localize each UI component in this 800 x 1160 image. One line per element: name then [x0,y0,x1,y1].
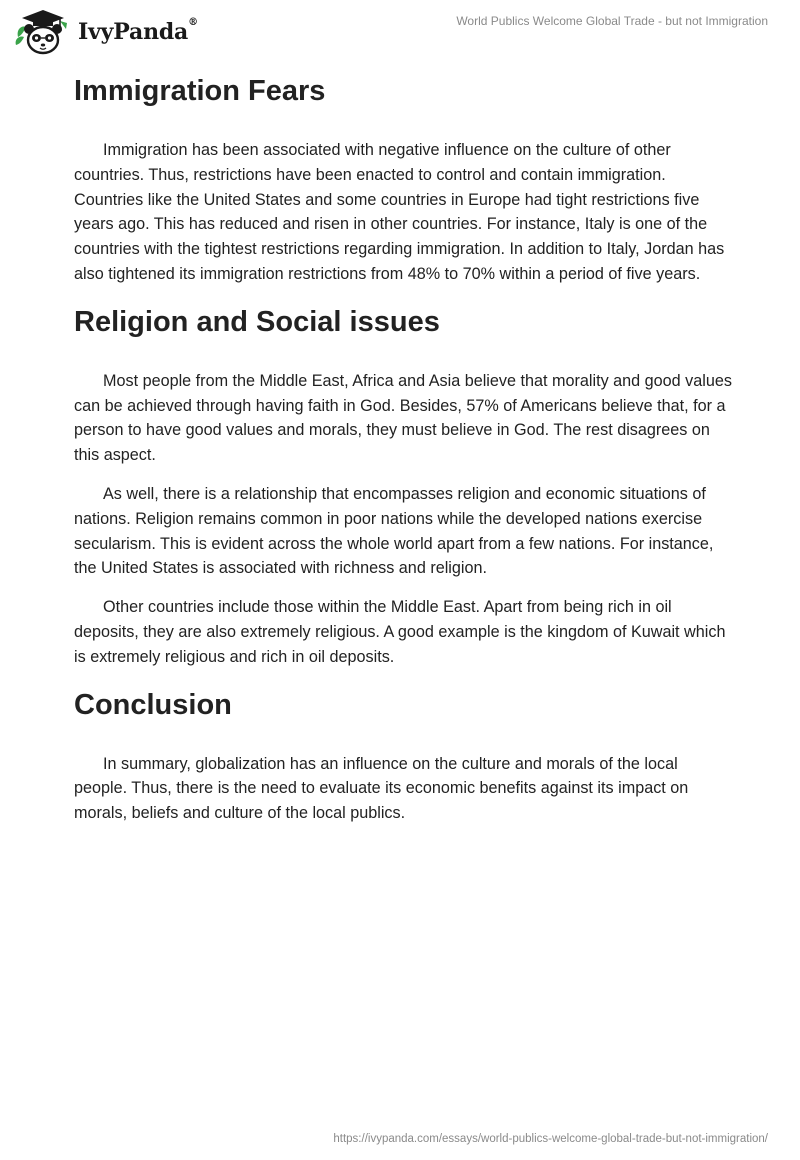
brand-name: IvyPanda® [78,17,198,45]
panda-graduate-icon [14,7,72,57]
source-url[interactable]: https://ivypanda.com/essays/world-publics-welcome-global-trade-but-not-immigration/ [333,1133,768,1145]
registered-mark: ® [188,17,198,28]
page-header [0,0,800,64]
paragraph: Most people from the Middle East, Africa and Asia believe that morality and good values can be achieved through having faith in God. Besides, 57% of Americans believe that, for a person to have good values and morals, they must believe in God. The rest disagrees on this aspect. [74,371,732,465]
section-heading: Conclusion [74,688,232,721]
paragraph: As well, there is a relationship that encompasses religion and economic situations of nations. Religion remains common in poor nations while the developed nations exercise secularism. This is evident across the whole world apart from a few nations. For instance, the United States is associated with richness and religion. [74,484,714,578]
ivypanda-logo[interactable] [14,6,198,58]
paragraph: Immigration has been associated with negative influence on the culture of other countries. Thus, restrictions have been enacted to control and contain immigration. Countries like the United States and some countries in Europe had tight restrictions five years ago. This has reduced and risen in other countries. For instance, Italy is one of the countries with the tightest restrictions regarding immigration. In addition to Italy, Jordan has also tightened its immigration restrictions from 48% to 70% within a period of five years. [74,141,725,283]
section-religion-and-social-issues [74,301,734,670]
section-heading: Religion and Social issues [74,305,440,338]
paragraph: Other countries include those within the Middle East. Apart from being rich in oil deposits, they are also extremely religious. A good example is the kingdom of Kuwait which is extremely religious and rich in oil deposits. [74,598,726,666]
section-conclusion [74,684,734,826]
document-title: World Publics Welcome Global Trade - but not Immigration [456,14,768,28]
paragraph: In summary, globalization has an influence on the culture and morals of the local people. Thus, there is the need to evaluate its economic benefits against its impact on morals, beliefs and culture of the local publics. [74,754,689,823]
section-heading: Immigration Fears [74,75,326,107]
section-immigration-fears [74,70,734,287]
essay-content [74,70,734,840]
